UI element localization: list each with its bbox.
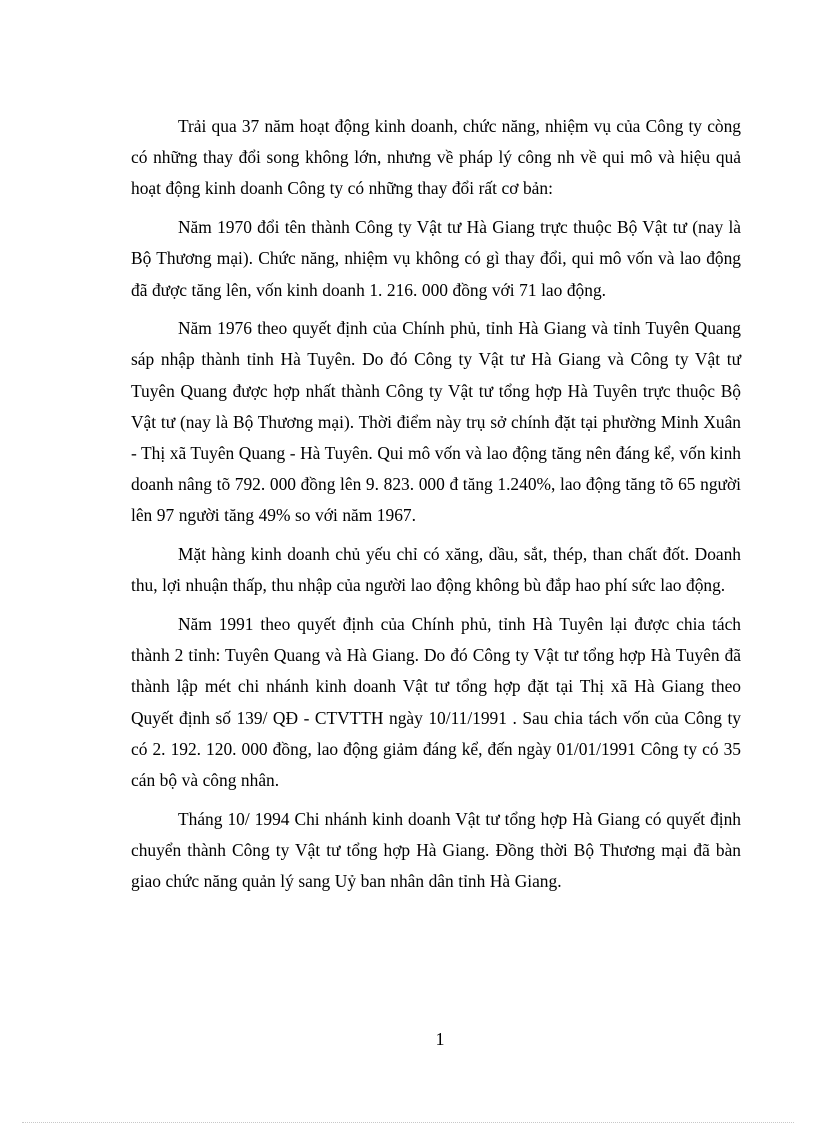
paragraph: Năm 1991 theo quyết định của Chính phủ, tỉnh Hà Tuyên lại được chia tách thành 2 tỉnh: Tuyên Quang và Hà Giang. Do đó Công ty Vật tư tổng hợp Hà Tuyên đã thành lập mét chi nhánh kinh doanh Vật tư tổng hợp đặt tại Thị xã Hà Giang theo Quyết định số 139/ QĐ - CTVTTH ngày 10/11/1991 . Sau chia tách vốn của Công ty có 2. 192. 120. 000 đồng, lao động giảm đáng kể, đến ngày 01/01/1991 Công ty có 35 cán bộ và công nhân. [131, 614, 741, 791]
paragraph: Trải qua 37 năm hoạt động kinh doanh, chức năng, nhiệm vụ của Công ty còng có những thay đổi song không lớn, nhưng về pháp lý công nh về qui mô và hiệu quả hoạt động kinh doanh Công ty có những thay đổi rất cơ bản: [131, 116, 741, 199]
paragraph: Mặt hàng kinh doanh chủ yếu chỉ có xăng, dầu, sắt, thép, than chất đốt. Doanh thu, lợi nhuận thấp, thu nhập của người lao động không bù đắp hao phí sức lao động. [131, 544, 741, 596]
document-body [131, 111, 741, 905]
paragraph: Tháng 10/ 1994 Chi nhánh kinh doanh Vật tư tổng hợp Hà Giang có quyết định chuyển thành Công ty Vật tư tổng hợp Hà Giang. Đồng thời Bộ Thương mại đã bàn giao chức năng quản lý sang Uỷ ban nhân dân tỉnh Hà Giang. [131, 808, 741, 892]
paragraph: Năm 1970 đổi tên thành Công ty Vật tư Hà Giang trực thuộc Bộ Vật tư (nay là Bộ Thương mại). Chức năng, nhiệm vụ không có gì thay đổi, qui mô vốn và lao động đã được tăng lên, vốn kinh doanh 1. 216. 000 đồng với 71 lao động. [131, 217, 741, 300]
paragraph: Năm 1976 theo quyết định của Chính phủ, tỉnh Hà Giang và tỉnh Tuyên Quang sáp nhập thành tỉnh Hà Tuyên. Do đó Công ty Vật tư Hà Giang và Công ty Vật tư Tuyên Quang được hợp nhất thành Công ty Vật tư tổng hợp Hà Tuyên trực thuộc Bộ Vật tư (nay là Bộ Thương mại). Thời điểm này trụ sở chính đặt tại phường Minh Xuân - Thị xã Tuyên Quang - Hà Tuyên. Qui mô vốn và lao động tăng nên đáng kể, vốn kinh doanh nâng tõ 792. 000 đồng lên 9. 823. 000 đ tăng 1.240%, lao động tăng tõ 65 người lên 97 người tăng 49% so với năm 1967. [131, 318, 741, 526]
page-number: 1 [435, 1029, 445, 1049]
